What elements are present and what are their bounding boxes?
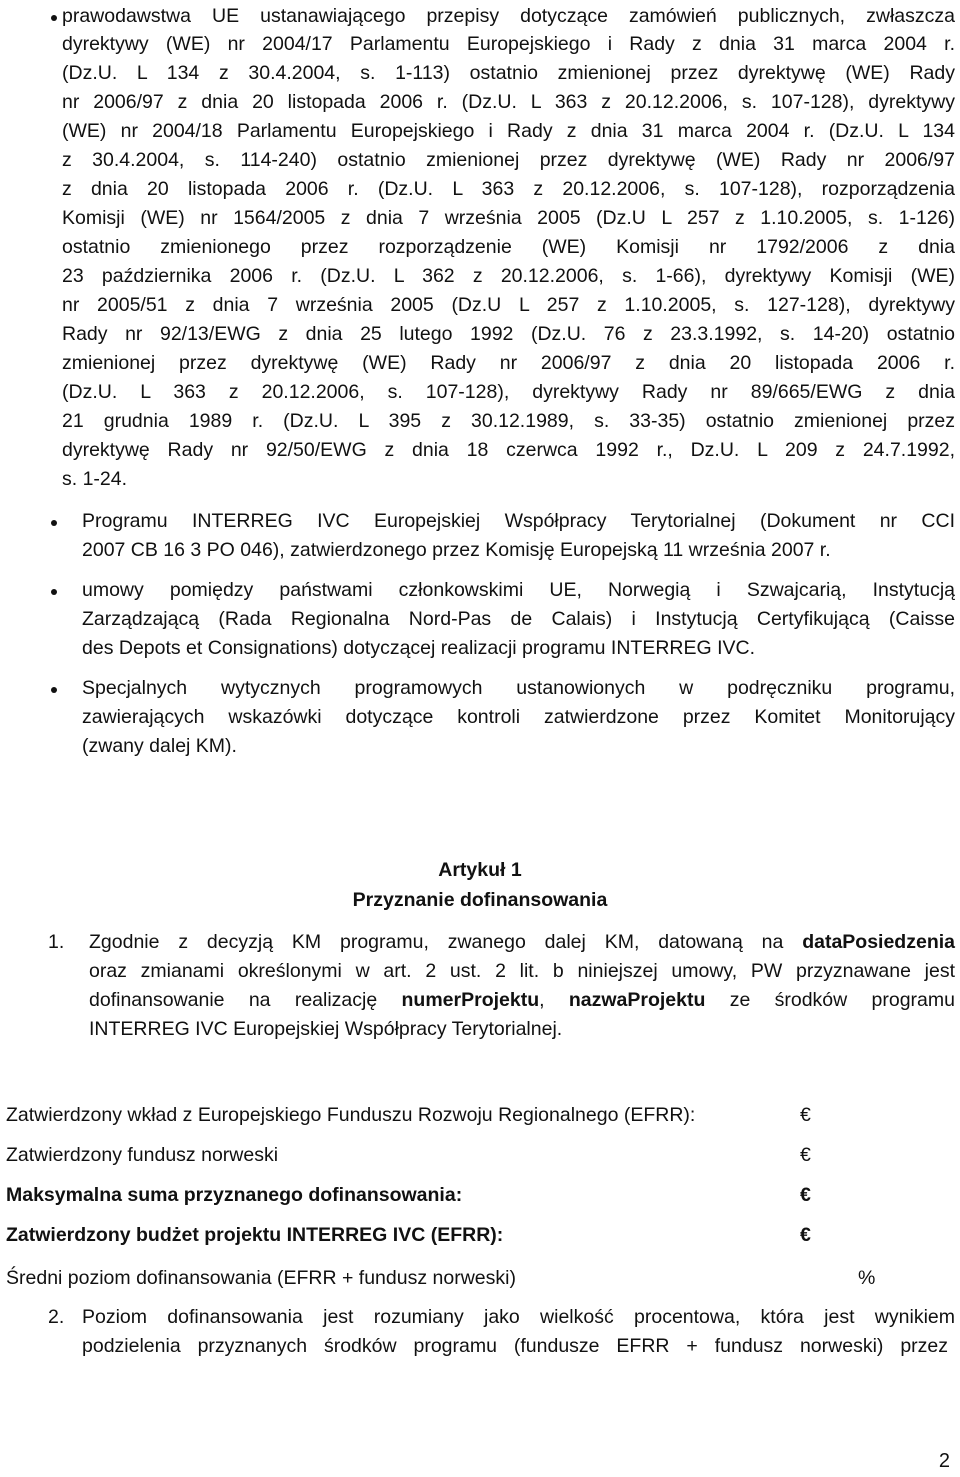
text-line: des Depots et Consignations) dotyczącej realizacji programu INTERREG IVC.	[82, 637, 756, 659]
amount-row-project-budget	[6, 1224, 503, 1247]
text-line: Programu INTERREG IVC Europejskiej Współpracy Terytorialnej (Dokument nr CCI	[82, 510, 955, 532]
amount-label: Zatwierdzony fundusz norweski	[6, 1144, 279, 1166]
text-line: (WE) nr 2004/18 Parlamentu Europejskiego i Rady z dnia 31 marca 2004 r. (Dz.U. L 134	[62, 120, 955, 142]
text-line: z 30.4.2004, s. 114-240) ostatnio zmienionej przez dyrektywę (WE) Rady nr 2006/97	[62, 149, 955, 171]
text-line: oraz zmianami określonymi w art. 2 ust. 2 lit. b niniejszej umowy, PW przyznawane jest	[89, 960, 955, 982]
article-subtitle: Przyznanie dofinansowania	[352, 889, 608, 911]
text-line: z dnia 20 listopada 2006 r. (Dz.U. L 363 z 20.12.2006, s. 107-128), rozporządzenia	[62, 178, 955, 200]
text-line: prawodawstwa UE ustanawiającego przepisy dotyczące zamówień publicznych, zwłaszcza	[62, 5, 955, 27]
text-line: Specjalnych wytycznych programowych ustanowionych w podręczniku programu,	[82, 677, 955, 699]
amount-label: Zatwierdzony wkład z Europejskiego Funduszu Rozwoju Regionalnego (EFRR):	[6, 1104, 696, 1126]
text-line: nr 2006/97 z dnia 20 listopada 2006 r. (Dz.U. L 363 z 20.12.2006, s. 107-128), dyrektywy	[62, 91, 955, 113]
text-line: (Dz.U. L 134 z 30.4.2004, s. 1-113) ostatnio zmienionej przez dyrektywę (WE) Rady	[62, 62, 955, 84]
text-line: nr 2005/51 z dnia 7 września 2005 (Dz.U L 257 z 1.10.2005, s. 127-128), dyrektywy	[62, 294, 955, 316]
percent-symbol: %	[858, 1267, 876, 1289]
text-line: (Dz.U. L 363 z 20.12.2006, s. 107-128), dyrektywy Rady nr 89/665/EWG z dnia	[62, 381, 955, 403]
amount-label: Średni poziom dofinansowania (EFRR + fundusz norweski)	[6, 1267, 516, 1289]
point-number: 1.	[48, 931, 65, 953]
text-line: dyrektywy (WE) nr 2004/17 Parlamentu Europejskiego i Rady z dnia 31 marca 2004 r.	[62, 33, 955, 55]
text-line: 2007 CB 16 3 PO 046), zatwierdzonego przez Komisję Europejską 11 września 2007 r.	[82, 539, 831, 561]
text-line: (zwany dalej KM).	[82, 735, 237, 757]
text-line: Zarządzającą (Rada Regionalna Nord-Pas de Calais) i Instytucją Certyfikującą (Caisse	[82, 608, 955, 630]
bullet-dot	[51, 520, 57, 526]
placeholder-project-number: numerProjektu	[401, 989, 540, 1011]
text-line: zawierających wskazówki dotyczące kontroli zatwierdzone przez Komitet Monitorujący	[82, 706, 955, 728]
amount-row-average-rate	[6, 1267, 516, 1290]
euro-symbol: €	[800, 1144, 811, 1166]
euro-symbol: €	[800, 1184, 811, 1206]
text-line: ostatnio zmienionego przez rozporządzenie (WE) Komisji nr 1792/2006 z dnia	[62, 236, 955, 258]
placeholder-project-name: nazwaProjektu	[568, 989, 706, 1011]
text-line: Poziom dofinansowania jest rozumiany jako wielkość procentowa, która jest wynikiem	[82, 1306, 955, 1328]
amount-row-efrr	[6, 1104, 695, 1127]
text-line: Komisji (WE) nr 1564/2005 z dnia 7 września 2005 (Dz.U L 257 z 1.10.2005, s. 1-126)	[62, 207, 955, 229]
text-line: dofinansowanie na realizację numerProjektu, nazwaProjektu ze środków programu	[89, 989, 955, 1011]
bullet-dot	[51, 15, 57, 21]
text-line: zmienionej przez dyrektywę (WE) Rady nr 2006/97 z dnia 20 listopada 2006 r.	[62, 352, 955, 374]
text-line: Rady nr 92/13/EWG z dnia 25 lutego 1992 (Dz.U. 76 z 23.3.1992, s. 14-20) ostatnio	[62, 323, 955, 345]
bullet-dot	[51, 687, 57, 693]
text-line: INTERREG IVC Europejskiej Współpracy Terytorialnej.	[89, 1018, 563, 1040]
text-line: dyrektywę Rady nr 92/50/EWG z dnia 18 czerwca 1992 r., Dz.U. L 209 z 24.7.1992,	[62, 439, 955, 461]
text-line: umowy pomiędzy państwami członkowskimi UE, Norwegią i Szwajcarią, Instytucją	[82, 579, 955, 601]
text-line: 21 grudnia 1989 r. (Dz.U. L 395 z 30.12.1989, s. 33-35) ostatnio zmienionej przez	[62, 410, 955, 432]
amount-row-max-sum	[6, 1184, 462, 1207]
text-line: Zgodnie z decyzją KM programu, zwanego dalej KM, datowaną na dataPosiedzenia	[89, 931, 955, 953]
page-number: 2	[938, 1450, 950, 1472]
amount-row-norwegian-fund	[6, 1144, 278, 1167]
euro-symbol: €	[800, 1224, 811, 1246]
bullet-dot	[51, 589, 57, 595]
placeholder-meeting-date: dataPosiedzenia	[802, 931, 955, 953]
article-title: Artykuł 1	[438, 859, 522, 881]
euro-symbol: €	[800, 1104, 811, 1126]
text-line: 23 października 2006 r. (Dz.U. L 362 z 20.12.2006, s. 1-66), dyrektywy Komisji (WE)	[62, 265, 955, 287]
amount-label: Maksymalna suma przyznanego dofinansowania:	[6, 1184, 463, 1206]
point-number: 2.	[48, 1306, 65, 1328]
amount-label: Zatwierdzony budżet projektu INTERREG IVC (EFRR):	[6, 1224, 504, 1246]
text-line: s. 1-24.	[62, 468, 128, 490]
text-line: podzielenia przyznanych środków programu (fundusze EFRR + fundusz norweski) przez	[82, 1335, 948, 1357]
